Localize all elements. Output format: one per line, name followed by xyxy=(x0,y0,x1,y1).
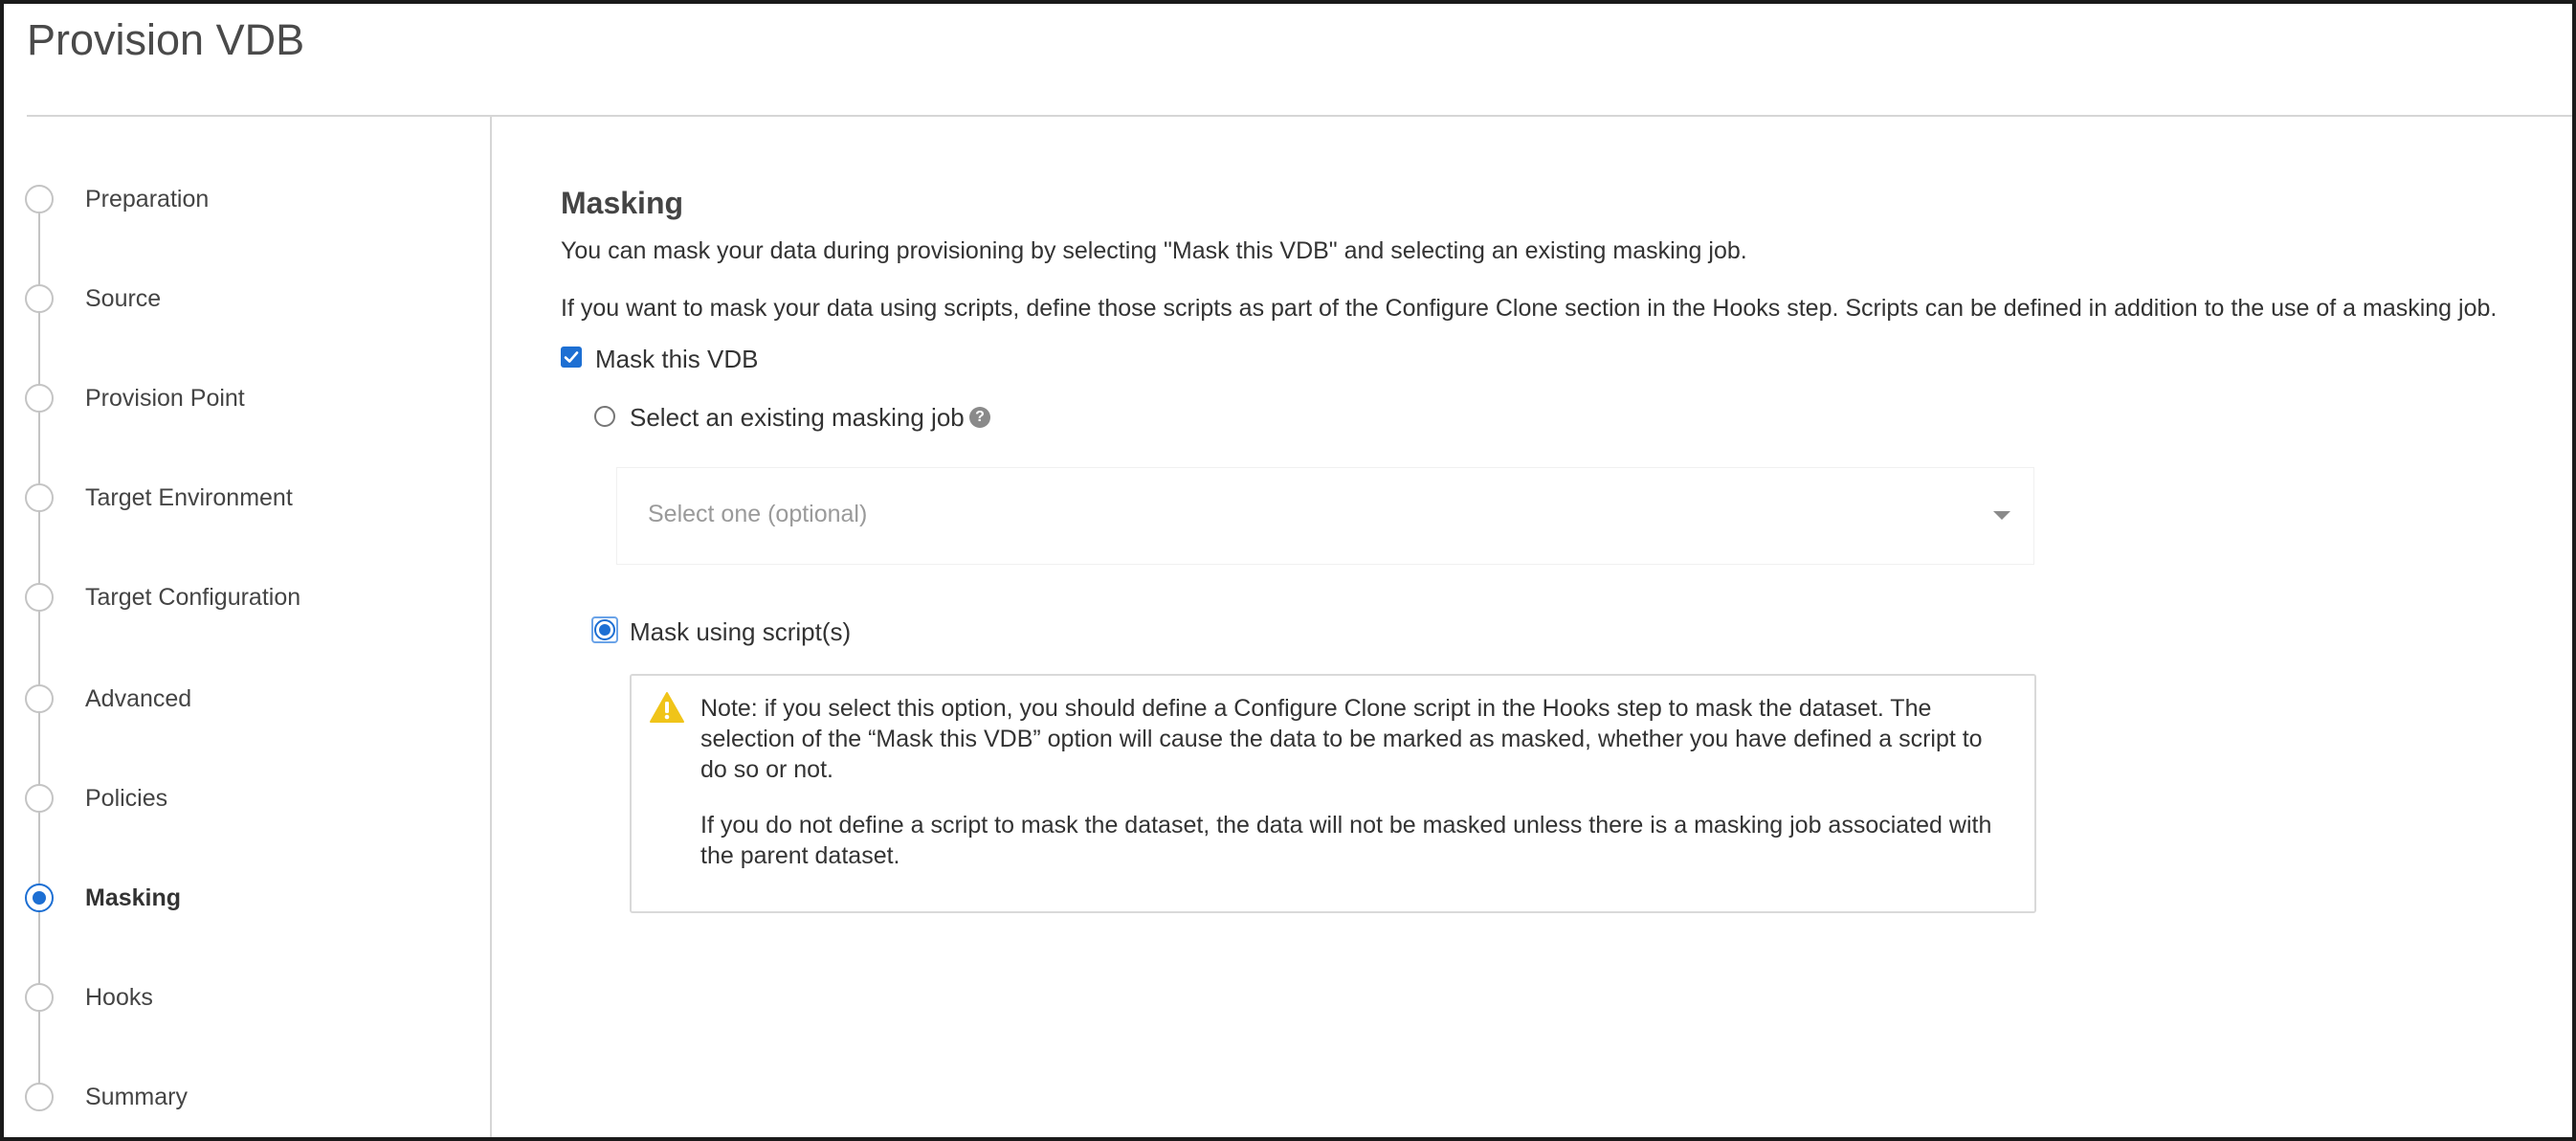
step-indicator-icon xyxy=(25,185,54,213)
step-provision-point[interactable] xyxy=(25,379,245,417)
step-label: Source xyxy=(85,284,162,312)
step-label: Advanced xyxy=(85,684,192,712)
note-paragraph-2: If you do not define a script to mask the dataset, the data will not be masked unless there is a masking job associated with the parent dataset. xyxy=(700,812,1992,869)
note-paragraph-1: Note: if you select this option, you should define a Configure Clone script in the Hooks step to mask the dataset. The selection of the “Mask this VDB” option will cause the data to be marked as masked, whether you have defined a script to do so or not. xyxy=(700,695,1983,783)
step-indicator-icon xyxy=(25,583,54,612)
warning-triangle-icon xyxy=(649,691,685,724)
step-target-environment[interactable] xyxy=(25,479,293,517)
step-label: Summary xyxy=(85,1083,188,1110)
step-indicator-icon xyxy=(25,483,54,512)
mask-vdb-label[interactable]: Mask this VDB xyxy=(595,345,759,373)
step-label: Target Environment xyxy=(85,483,293,511)
step-label: Hooks xyxy=(85,983,153,1011)
checkmark-icon xyxy=(563,348,580,366)
step-advanced[interactable] xyxy=(25,680,192,718)
step-label: Policies xyxy=(85,784,168,812)
title-divider xyxy=(27,115,2572,117)
step-hooks[interactable] xyxy=(25,978,153,1017)
existing-job-label[interactable]: Select an existing masking job xyxy=(630,403,965,432)
sidebar-divider xyxy=(490,117,492,1137)
step-label: Target Configuration xyxy=(85,583,301,611)
step-active-indicator-icon xyxy=(25,884,54,912)
steps-connector-line xyxy=(38,200,40,1098)
masking-job-select[interactable] xyxy=(616,467,2034,565)
mask-vdb-checkbox[interactable] xyxy=(561,347,582,368)
warning-note xyxy=(630,674,2036,913)
question-circle-icon[interactable]: ? xyxy=(969,407,990,428)
step-indicator-icon xyxy=(25,1083,54,1111)
step-preparation[interactable] xyxy=(25,180,210,218)
step-summary[interactable] xyxy=(25,1078,188,1116)
step-label: Preparation xyxy=(85,185,210,213)
masking-description: You can mask your data during provisioning by selecting "Mask this VDB" and selecting an existing masking job. xyxy=(561,237,1747,264)
step-target-configuration[interactable] xyxy=(25,578,301,616)
scripts-description: If you want to mask your data using scripts, define those scripts as part of the Configure Clone section in the Hooks step. Scripts can be defined in addition to the use of a masking job. xyxy=(561,295,2498,322)
step-indicator-icon xyxy=(25,684,54,713)
step-source[interactable] xyxy=(25,280,162,318)
step-label: Masking xyxy=(85,884,182,911)
page-title: Provision VDB xyxy=(27,15,305,64)
step-indicator-icon xyxy=(25,784,54,813)
step-indicator-icon xyxy=(25,384,54,413)
step-policies[interactable] xyxy=(25,779,168,817)
select-placeholder: Select one (optional) xyxy=(648,501,868,527)
section-title: Masking xyxy=(561,186,684,220)
mask-scripts-label[interactable]: Mask using script(s) xyxy=(630,617,852,646)
step-masking[interactable] xyxy=(25,879,182,917)
caret-down-icon xyxy=(1993,511,2010,520)
step-indicator-icon xyxy=(25,983,54,1012)
mask-scripts-radio[interactable] xyxy=(594,619,615,640)
existing-job-radio[interactable] xyxy=(594,406,615,427)
step-label: Provision Point xyxy=(85,384,245,412)
step-indicator-icon xyxy=(25,284,54,313)
